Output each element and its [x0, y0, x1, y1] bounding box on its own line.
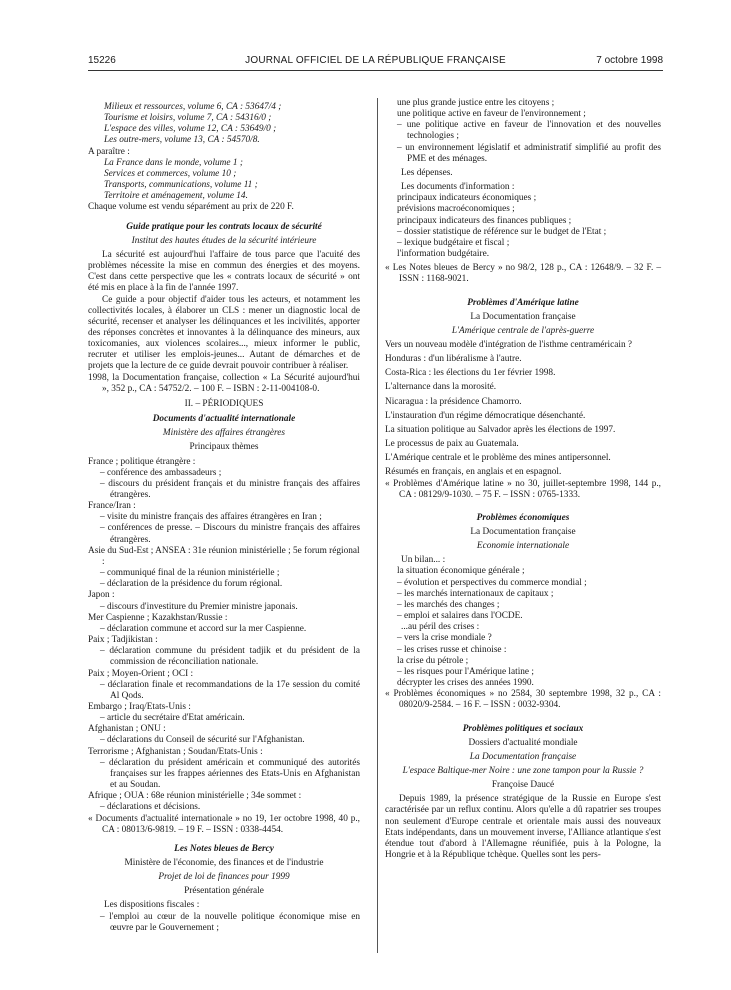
theme-item: – visite du ministre français des affaires étrangères en Iran ; [100, 512, 322, 523]
theme-item: – discours d'investiture du Premier ministre japonais. [100, 601, 298, 612]
list-item: – les marchés internationaux de capitaux ; [397, 588, 554, 599]
list-item: Les outre-mers, volume 13, CA : 54570/8. [104, 135, 260, 146]
guide-reference: 1998, la Documentation française, collection « La Sécurité aujourd'hui », 352 p., CA : 54752/2. – 100 F. – ISBN : 2-11-004108-0. [88, 372, 360, 394]
notes-bleues-ministry: Ministère de l'économie, des finances et de l'industrie [124, 858, 324, 868]
right-column [385, 98, 661, 861]
pe-subtitle: Economie internationale [476, 541, 570, 552]
list-item: – dossier statistique de référence sur le budget de l'Etat ; [397, 226, 607, 237]
left-column [88, 102, 360, 934]
notes-bleues-dispositions-item: – l'emploi au cœur de la nouvelle politique économique mise en œuvre par le Gouvernement ; [100, 911, 360, 933]
list-item: – emploi et salaires dans l'OCDE. [397, 611, 523, 622]
pe-reference: « Problèmes économiques » no 2584, 30 septembre 1998, 32 p., CA : 08020/9-2584. – 16 F. – ISSN : 0032-9304. [385, 689, 661, 711]
theme-item: – communiqué final de la réunion ministérielle ; [100, 568, 280, 579]
notes-bleues-presentation: Présentation générale [184, 886, 264, 897]
list-item: l'information budgétaire. [397, 249, 490, 260]
issue-date: 7 octobre 1998 [596, 55, 663, 66]
theme-item: – conférence des ambassadeurs ; [100, 467, 222, 478]
depenses-label: Les dépenses. [401, 167, 453, 178]
theme-heading: Afrique ; OUA : 68e réunion ministérielle ; 34e sommet : [88, 791, 302, 802]
list-item: la situation économique générale ; [397, 566, 525, 577]
list-item: une plus grande justice entre les citoyens ; [397, 98, 555, 108]
list-item: Honduras : d'un libéralisme à l'autre. [385, 354, 522, 365]
list-item: L'instauration d'un régime démocratique désenchanté. [385, 410, 586, 421]
theme-item: – discours du président français et du ministre français des affaires étrangères. [100, 478, 360, 500]
pe-peril-label: ...au péril des crises : [401, 622, 480, 633]
list-item: – vers la crise mondiale ? [397, 633, 492, 644]
list-item: – lexique budgétaire et fiscal ; [397, 237, 510, 248]
dai-ministry: Ministère des affaires étrangères [162, 428, 286, 439]
guide-institute: Institut des hautes études de la sécurité intérieure [131, 235, 317, 246]
theme-heading: Paix ; Tadjikistan : [88, 635, 158, 646]
guide-paragraph-2: Ce guide a pour objectif d'aider tous les acteurs, et notamment les collectivités locales, à élaborer un CLS : mener un diagnostic local de sécurité, recenser et analyser les délinquances et les incivilités, apporter des réponses concrètes et innovantes à la délinquance des mineurs, aux toxicomanies, aux violences scolaires..., mieux informer le public, recruter et utiliser les emplois-jeunes... Autant de démarches et de projets que la lecture de ce guide devrait pouvoir contribuer à réaliser. [88, 294, 360, 372]
page-header [88, 55, 663, 71]
pps-title: Problèmes politiques et sociaux [462, 723, 584, 734]
header-rule [88, 70, 663, 71]
list-item: – une politique active en faveur de l'innovation et des nouvelles technologies ; [397, 120, 661, 142]
journal-title: JOURNAL OFFICIEL DE LA RÉPUBLIQUE FRANÇAISE [245, 55, 506, 66]
list-item: – les risques pour l'Amérique latine ; [397, 666, 534, 677]
list-item: L'alternance dans la morosité. [385, 382, 497, 393]
theme-heading: Embargo ; Iraq/Etats-Unis : [88, 701, 191, 712]
dai-themes: Principaux thèmes [189, 442, 259, 453]
list-item: principaux indicateurs économiques ; [397, 193, 537, 204]
list-item: Milieux et ressources, volume 6, CA : 53647/4 ; [104, 102, 282, 112]
periodiques-heading: II. – PÉRIODIQUES [184, 398, 264, 409]
list-item: prévisions macroéconomiques ; [397, 204, 515, 215]
dai-reference: « Documents d'actualité internationale » no 19, 1er octobre 1998, 40 p., CA : 08013/6-9819. – 19 F. – ISSN : 0338-4454. [88, 813, 360, 835]
list-item: – évolution et perspectives du commerce mondial ; [397, 577, 587, 588]
pe-publisher: La Documentation française [470, 527, 576, 537]
pps-body: Depuis 1989, la présence stratégique de la Russie en Europe s'est caractérisée par un reflux continu. Alors qu'elle a dû rapatrier ses troupes non seulement d'Europe centrale et orientale mais aussi des nouveaux Etats indépendants, dans un mouvement inverse, l'Alliance atlantique s'est étendue tout d'abord à l'Allemagne réunifiée, puis à la Pologne, la Hongrie et à la République tchèque. Quelles sont les pers- [385, 794, 661, 861]
forthcoming-list [88, 158, 360, 203]
list-item: – les crises russe et chinoise : [397, 644, 507, 655]
list-item: Services et commerces, volume 10 ; [104, 168, 237, 179]
pe-bilan-label: Un bilan... : [401, 555, 446, 566]
theme-heading: Afghanistan ; ONU : [88, 724, 166, 735]
list-item: La France dans le monde, volume 1 ; [104, 157, 243, 168]
pps-dossier: Dossiers d'actualité mondiale [468, 737, 578, 748]
list-item: L'Amérique centrale et le problème des mines antipersonnel. [385, 453, 611, 464]
list-item: décrypter les crises des années 1990. [397, 678, 534, 689]
list-item: Costa-Rica : les élections du 1er février 1998. [385, 368, 556, 379]
page-number: 15226 [88, 55, 116, 66]
theme-heading: Terrorisme ; Afghanistan ; Soudan/Etats-Unis : [88, 746, 263, 757]
theme-item: – déclaration finale et recommandations de la 17e session du comité Al Qods. [100, 679, 360, 701]
theme-heading: France ; politique étrangère : [88, 456, 196, 467]
pal-contents [385, 340, 661, 479]
list-item: L'espace des villes, volume 12, CA : 53649/0 ; [104, 124, 277, 135]
pal-reference: « Problèmes d'Amérique latine » no 30, juillet-septembre 1998, 144 p., CA : 08129/9-1030. – 75 F. – ISSN : 0765-1333. [385, 478, 661, 500]
theme-heading: Asie du Sud-Est ; ANSEA : 31e réunion ministérielle ; 5e forum régional : [88, 545, 360, 567]
list-item: Résumés en français, en anglais et en espagnol. [385, 467, 562, 478]
list-item: – les marchés des changes ; [397, 599, 500, 610]
theme-item: – conférences de presse. – Discours du ministre français des affaires étrangères. [100, 523, 360, 545]
pps-publisher: La Documentation française [469, 751, 577, 762]
list-item: Tourisme et loisirs, volume 7, CA : 54316/0 ; [104, 113, 272, 124]
notes-bleues-dispositions: Les dispositions fiscales : [104, 900, 200, 911]
dai-title: Documents d'actualité internationale [152, 414, 296, 425]
notes-bleues-reference: « Les Notes bleues de Bercy » no 98/2, 128 p., CA : 12648/9. – 32 F. – ISSN : 1168-9021. [385, 263, 661, 285]
theme-heading: Paix ; Moyen-Orient ; OCI : [88, 668, 194, 679]
pps-author: Françoise Daucé [491, 780, 555, 791]
theme-item: – déclaration commune et accord sur la mer Caspienne. [100, 623, 307, 634]
documents-info-label: Les documents d'information : [401, 182, 515, 193]
list-item: Le processus de paix au Guatemala. [385, 439, 519, 450]
list-item: Transports, communications, volume 11 ; [104, 180, 258, 191]
theme-heading: France/Iran : [88, 501, 136, 512]
theme-item: – déclarations du Conseil de sécurité sur l'Afghanistan. [100, 735, 305, 746]
theme-item: – déclarations et décisions. [100, 802, 201, 813]
theme-item: – déclaration du président américain et communiqué des autorités françaises sur les frappes aériennes des Etats-Unis en Afghanistan et au Soudan. [100, 757, 360, 791]
theme-item: – déclaration commune du président tadjik et du président de la commission de réconciliation nationale. [100, 646, 360, 668]
notes-bleues-subtitle: Projet de loi de finances pour 1999 [158, 872, 290, 883]
list-item: principaux indicateurs des finances publiques ; [397, 215, 572, 226]
guide-title: Guide pratique pour les contrats locaux de sécurité [126, 221, 322, 232]
theme-item: – déclaration de la présidence du forum régional. [100, 579, 283, 590]
pal-title: Problèmes d'Amérique latine [467, 297, 579, 308]
price-note: Chaque volume est vendu séparément au prix de 220 F. [88, 202, 294, 213]
list-item: une politique active en faveur de l'environnement ; [397, 109, 586, 120]
list-item: Nicaragua : la présidence Chamorro. [385, 396, 522, 407]
column-divider [377, 98, 378, 953]
theme-heading: Mer Caspienne ; Kazakhstan/Russie : [88, 612, 228, 623]
pe-peril-list [385, 633, 661, 689]
pal-subtitle: L'Amérique centrale de l'après-guerre [451, 325, 595, 336]
guide-paragraph-1: La sécurité est aujourd'hui l'affaire de tous parce que l'acuité des problèmes nécessite la mise en commun des énergies et des moyens. C'est dans cette perspective que les « contrats locaux de sécurité » ont été mis en place à la fin de l'année 1997. [88, 249, 360, 294]
theme-item: – article du secrétaire d'Etat américain. [100, 713, 245, 724]
pe-bilan-list [385, 566, 661, 622]
documents-info-list [385, 193, 661, 260]
a-paraitre-label: A paraître : [88, 146, 130, 157]
list-item: Territoire et aménagement, volume 14. [104, 191, 248, 202]
dai-theme-list [88, 457, 360, 814]
notes-bleues-title: Les Notes bleues de Bercy [174, 843, 274, 854]
list-item: La situation politique au Salvador après les élections de 1997. [385, 424, 616, 435]
theme-heading: Japon : [88, 590, 115, 601]
list-item: Vers un nouveau modèle d'intégration de l'isthme centraméricain ? [385, 339, 633, 350]
pps-subtitle: L'espace Baltique-mer Noire : une zone tampon pour la Russie ? [402, 765, 644, 776]
volume-list [88, 102, 360, 147]
list-item: la crise du pétrole ; [397, 655, 469, 666]
pal-publisher: La Documentation française [470, 311, 576, 322]
pe-title: Problèmes économiques [476, 512, 570, 523]
continued-list [385, 98, 661, 165]
list-item: – un environnement législatif et administratif simplifié au profit des PME et des ménages. [397, 142, 661, 164]
